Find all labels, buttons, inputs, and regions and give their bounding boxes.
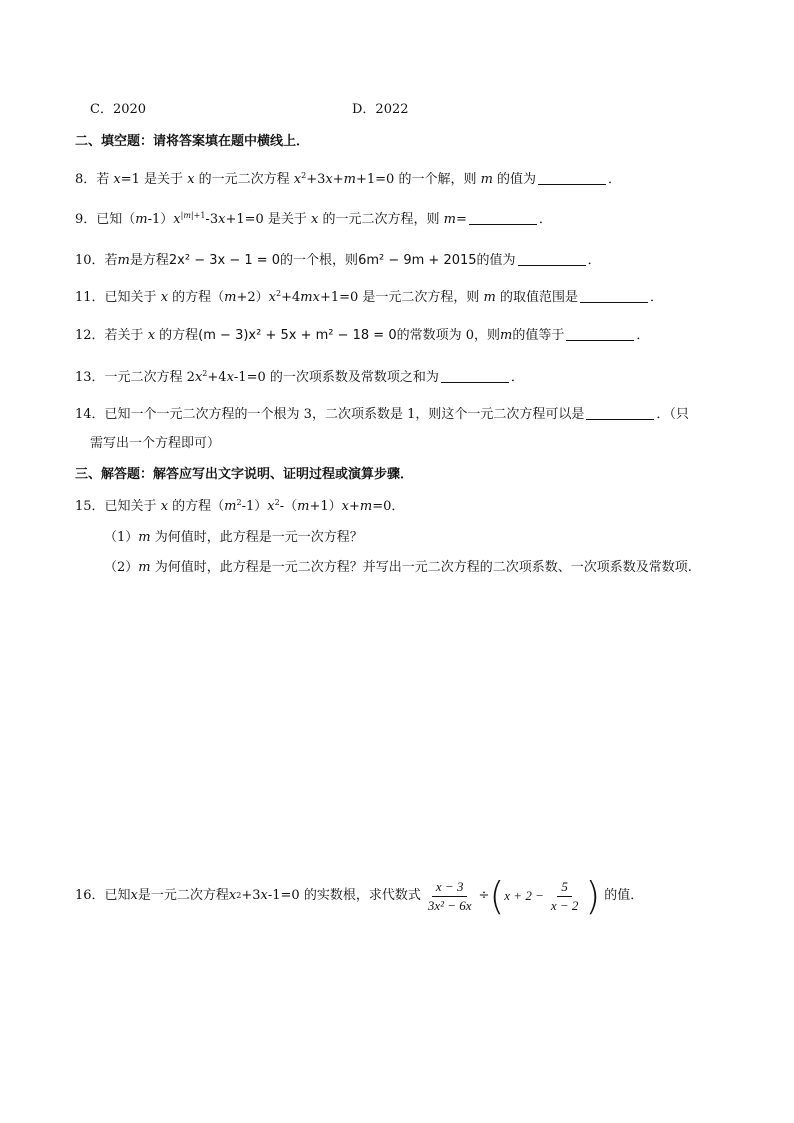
question-12: 12．若关于 x 的方程(m − 3)x² + 5x + m² − 18 = 0的常数项为 0，则m的值等于 ． bbox=[75, 328, 650, 343]
question-11: 11．已知关于 x 的方程$(m+2)x^2+4mx+1=0$ 是一元二次方程，则 m 的取值范围是 ． bbox=[75, 289, 664, 305]
fraction-1: $\frac{x - 3}{\text{3x² − 6x}}$ bbox=[427, 878, 472, 913]
question-8: 8．若 x=1 是关于 x 的一元二次方程 $x^2+3x+m+1=0$ 的一个解，则 m 的值为 ． bbox=[75, 171, 622, 187]
section-fill-heading: 二、填空题：请将答案填在题中横线上． bbox=[75, 134, 310, 149]
answer-blank[interactable] bbox=[566, 328, 634, 341]
question-15: 15．已知关于 x 的方程$(m^2-1)x^2-(m+1)x+m=0$． bbox=[75, 498, 405, 514]
answer-blank[interactable] bbox=[518, 253, 586, 266]
question-14: 14．已知一个一元二次方程的一个根为 3，二次项系数是 1，则这个一元二次方程可以是 ．（只 bbox=[75, 407, 689, 422]
answer-blank[interactable] bbox=[538, 172, 606, 185]
section-solve-heading: 三、解答题：解答应写出文字说明、证明过程或演算步骤． bbox=[75, 467, 414, 482]
answer-blank[interactable] bbox=[586, 407, 654, 420]
question-9: 9．已知$(m-1)x^{|m|+1}-3x+1=0$ 是关于 x 的一元二次方程，则 m= ． bbox=[75, 211, 552, 227]
answer-blank[interactable] bbox=[441, 370, 509, 383]
question-15-part-2: （2）m 为何值时，此方程是一元二次方程？并写出一元二次方程的二次项系数、一次项系数及常数项. bbox=[104, 560, 692, 575]
question-13: 13．一元二次方程 $2x^2+4x-1=0$ 的一次项系数及常数项之和为 ． bbox=[75, 369, 524, 385]
question-16: 16．已知 x 是一元二次方程 x 2 +3 x -1=0 的实数根，求代数式 $\frac{x - 3}{\text{3x² − 6x}}$ ÷ ( x + 2 − $\frac{5}{x - 2}$ ) 的值． bbox=[75, 874, 644, 918]
option-c: C．2020 bbox=[90, 102, 147, 117]
answer-blank[interactable] bbox=[580, 290, 648, 303]
question-14-continued: 需写出一个方程即可） bbox=[90, 436, 221, 451]
question-15-part-1: （1）m 为何值时，此方程是一元一次方程？ bbox=[104, 530, 363, 545]
option-d: D．2022 bbox=[352, 102, 409, 117]
fraction-2: $\frac{5}{x - 2}$ bbox=[550, 878, 579, 913]
question-10: 10．若m是方程2x² − 3x − 1 = 0的一个根，则6m² − 9m + 2015的值为 ． bbox=[75, 253, 601, 268]
answer-blank[interactable] bbox=[469, 212, 537, 225]
